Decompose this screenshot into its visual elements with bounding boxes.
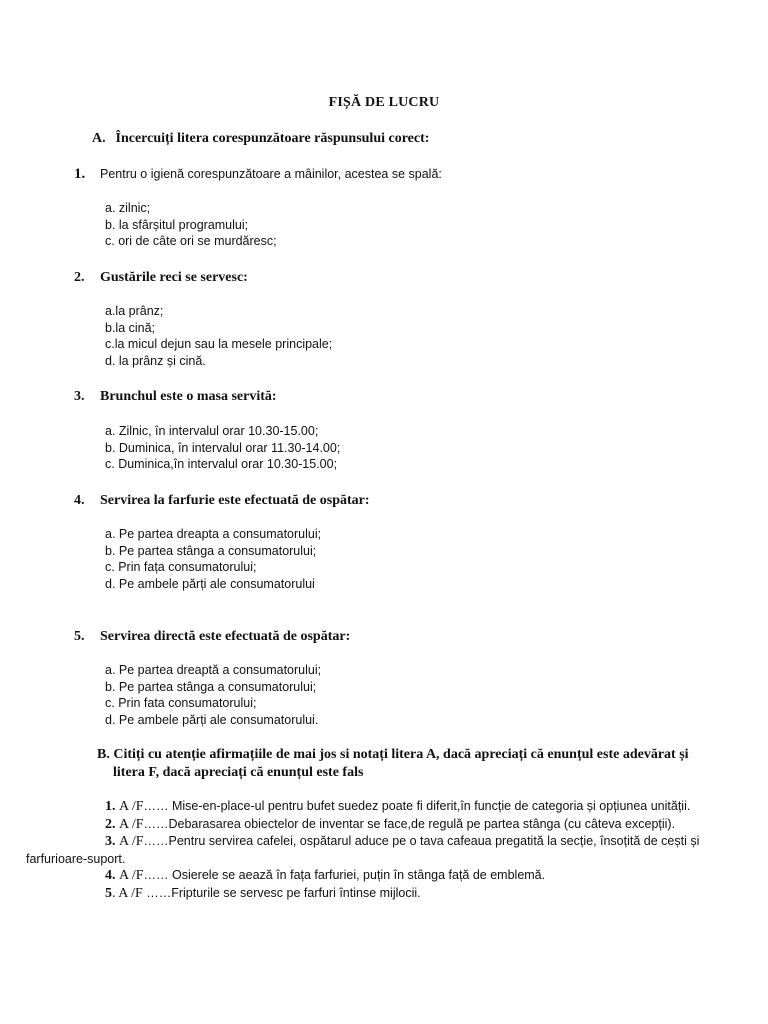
section-b-instruction-1: Citiți cu atenție afirmațiile de mai jos si notați litera A, dacă apreciați că enunțul este adevărat și — [113, 747, 689, 762]
true-false-list — [26, 798, 746, 903]
statement-3 — [26, 833, 746, 867]
question-text: Servirea la farfurie este efectuată de ospătar: — [100, 493, 370, 508]
question-3-options — [105, 423, 340, 473]
section-a-label: A. — [92, 131, 106, 146]
question-text: Pentru o igienă corespunzătoare a mâinilor, acestea se spală: — [100, 167, 442, 181]
option: d. Pe ambele părți ale consumatorului. — [105, 712, 319, 727]
option: c. Prin fata consumatorului; — [105, 696, 257, 711]
question-number: 2. — [74, 270, 85, 285]
section-a-heading — [92, 130, 429, 147]
question-1-options — [105, 200, 277, 250]
statement-number: 1. — [105, 799, 116, 814]
section-b-instruction-2: litera F, dacă apreciați că enunțul este fals — [113, 765, 364, 780]
option: b. Pe partea stânga a consumatorului; — [105, 679, 317, 694]
statement-answer-choice: A /F — [118, 868, 144, 884]
question-2-options — [105, 303, 332, 369]
question-number: 4. — [74, 493, 85, 508]
statement-text: …… Mise-en-place-ul pentru bufet suedez poate fi diferit,în funcție de categoria și opțiunea unității. — [143, 799, 691, 813]
option: b.la cină; — [105, 320, 156, 335]
statement-answer-choice: A /F — [118, 816, 144, 832]
statement-number: 2. — [105, 816, 116, 832]
option: a.la prânz; — [105, 304, 164, 318]
option: a. zilnic; — [105, 201, 151, 215]
question-1 — [74, 166, 442, 183]
option: c. ori de câte ori se murdăresc; — [105, 234, 277, 249]
question-5 — [74, 628, 350, 645]
page-title: FIȘĂ DE LUCRU — [328, 95, 440, 110]
option: c.la micul dejun sau la mesele principale; — [105, 337, 333, 352]
statement-text: …… Osierele se aează în fața farfuriei, puțin în stânga față de emblemă. — [143, 868, 546, 883]
statement-number: 5 — [105, 885, 112, 901]
question-number: 5. — [74, 629, 85, 644]
statement-1 — [26, 798, 746, 816]
option: d. la prânz și cină. — [105, 353, 206, 368]
option: b. Duminica, în intervalul orar 11.30-14.00; — [105, 440, 341, 455]
question-text: Servirea directă este efectuată de ospătar: — [100, 629, 351, 644]
option: d. Pe ambele părți ale consumatorului — [105, 576, 315, 591]
option: b. la sfârșitul programului; — [105, 217, 249, 232]
question-3 — [74, 388, 277, 405]
question-text: Brunchul este o masa servită: — [100, 389, 277, 404]
option: a. Zilnic, în intervalul orar 10.30-15.00; — [105, 424, 319, 438]
statement-answer-choice: A /F — [118, 799, 144, 814]
statement-text: ……Pentru servirea cafelei, ospătarul aduce pe o tava cafeaua pregatită la secție, însoțită de cești și farfurioare-suport. — [26, 834, 700, 866]
option: c. Duminica,în intervalul orar 10.30-15.00; — [105, 457, 338, 472]
question-4-options — [105, 526, 321, 592]
statement-2 — [26, 816, 746, 834]
question-4 — [74, 492, 370, 509]
question-text: Gustările reci se servesc: — [100, 270, 248, 285]
option: c. Prin fața consumatorului; — [105, 560, 257, 575]
question-5-options — [105, 662, 321, 728]
option: a. Pe partea dreaptă a consumatorului; — [105, 663, 322, 677]
option: b. Pe partea stânga a consumatorului; — [105, 543, 317, 558]
statement-number: 3. — [105, 834, 116, 850]
question-number: 3. — [74, 389, 85, 404]
statement-number: 4. — [105, 868, 116, 884]
statement-5 — [26, 885, 746, 903]
section-b-heading — [97, 746, 737, 782]
statement-text: ……Fripturile se servesc pe farfuri întinse mijlocii. — [142, 885, 421, 900]
statement-answer-choice: . A /F — [112, 885, 143, 901]
section-b-line-1 — [97, 746, 737, 764]
statement-text: ……Debarasarea obiectelor de inventar se face,de regulă pe partea stânga (cu câteva excepții). — [143, 816, 676, 831]
section-a-instruction: Încercuiți litera corespunzătoare răspunsului corect: — [115, 131, 430, 146]
option: a. Pe partea dreapta a consumatorului; — [105, 527, 322, 541]
section-b-label: B. — [97, 747, 110, 762]
statement-4 — [26, 867, 746, 885]
statement-answer-choice: A /F — [118, 834, 144, 850]
question-2 — [74, 269, 248, 286]
question-number: 1. — [74, 166, 86, 182]
